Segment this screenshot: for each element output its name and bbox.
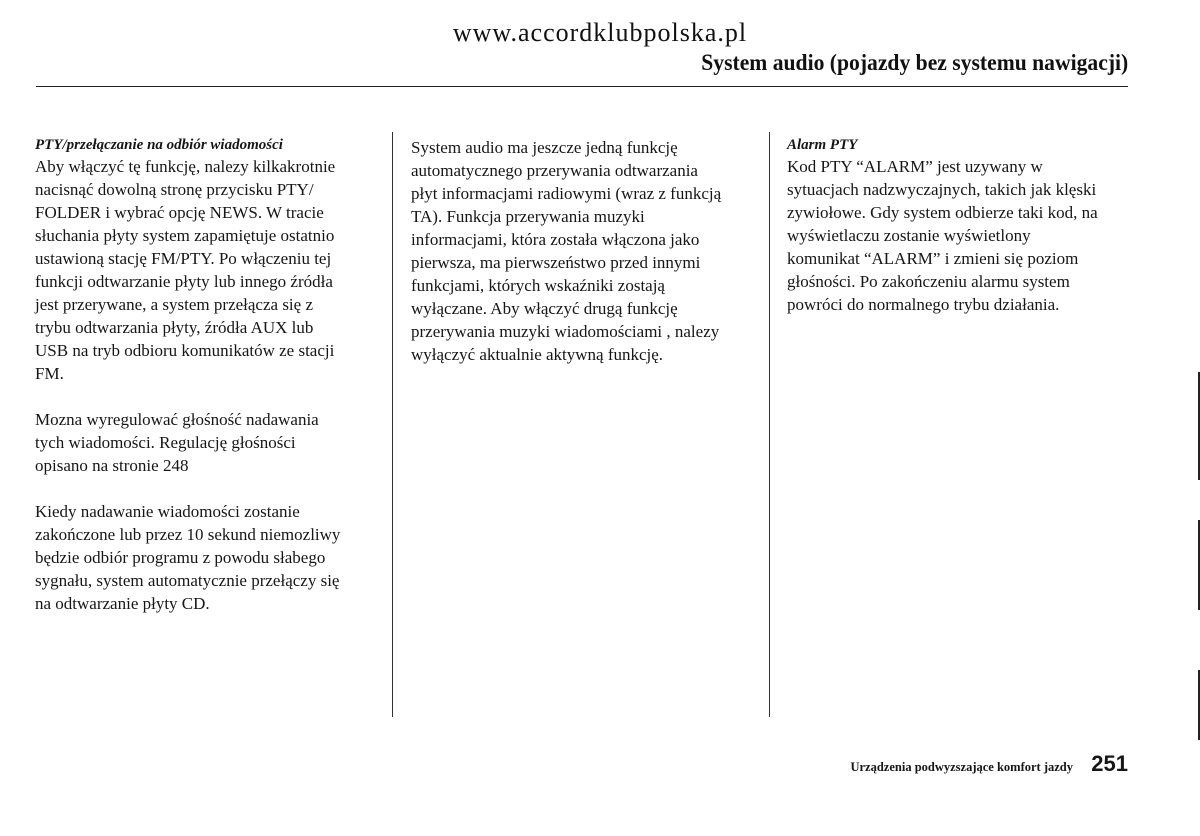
page-number: 251 — [1091, 751, 1128, 776]
watermark-url: www.accordklubpolska.pl — [452, 18, 748, 47]
text-column-1 — [35, 136, 375, 615]
paragraph: Aby włączyć tę funkcję, nalezy kilkakrotnie nacisnąć dowolną stronę przycisku PTY/ FOLDER i wybrać opcję NEWS. W tracie słuchania płyty system zapamiętuje ostatnio ustawioną stację FM/PTY. Po włączeniu tej funkcji odtwarzanie płyty lub innego źródła jest przerywane, a system przełącza się z trybu odtwarzania płyty, źródła AUX lub USB na tryb odbioru komunikatów ze stacji FM. — [35, 157, 336, 383]
text-column-2 — [411, 136, 761, 366]
paragraph: System audio ma jeszcze jedną funkcję automatycznego przerywania odtwarzania płyt informacjami radiowymi (wraz z funkcją TA). Funkcja przerywania muzyki informacjami, która została włączona jako pierwsza, ma pierwszeństwo przed innymi funkcjami, których wskaźniki zostają wyłączane. Aby włączyć drugą funkcję przerywania muzyki wiadomościami , nalezy wyłączyć aktualnie aktywną funkcję. — [411, 138, 722, 364]
header-divider — [36, 86, 1128, 87]
paragraph: Kiedy nadawanie wiadomości zostanie zakończone lub przez 10 sekund niemozliwy będzie odbiór programu z powodu słabego sygnału, system automatycznie przełączy się na odtwarzanie płyty CD. — [35, 502, 341, 613]
footer-chapter-label: Urządzenia podwyzszające komfort jazdy — [850, 760, 1073, 774]
subheading-alarm-pty: Alarm PTY — [787, 137, 858, 153]
paragraph: Mozna wyregulować głośność nadawania tych wiadomości. Regulację głośności opisano na stronie 248 — [35, 410, 319, 475]
section-title: System audio (pojazdy bez systemu nawigacji) — [701, 50, 1128, 75]
column-divider — [769, 132, 770, 717]
column-divider — [392, 132, 393, 717]
text-column-3 — [787, 136, 1157, 316]
subheading-pty-news: PTY/przełączanie na odbiór wiadomości — [35, 137, 283, 153]
paragraph: Kod PTY “ALARM” jest uzywany w sytuacjach nadzwyczajnych, takich jak klęski zywiołowe. Gdy system odbierze taki kod, na wyświetlaczu zostanie wyświetlony komunikat “ALARM” i zmieni się poziom głośności. Po zakończeniu alarmu system powróci do normalnego trybu działania. — [787, 157, 1098, 314]
